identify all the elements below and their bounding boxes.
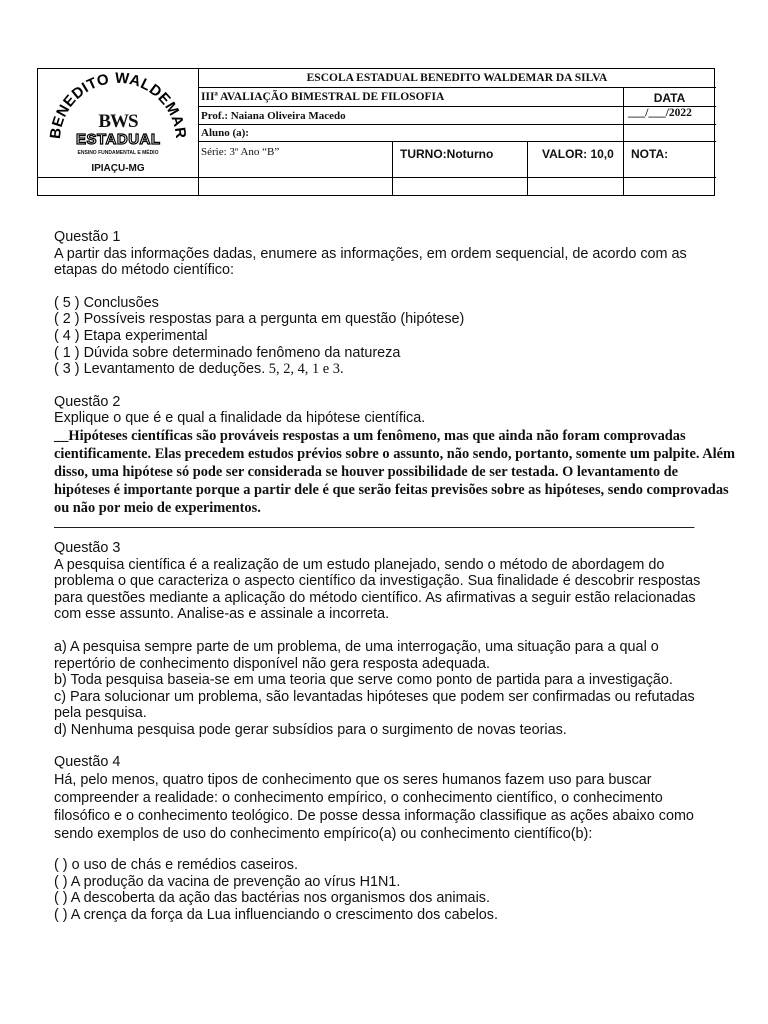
q3-option-a: a) A pesquisa sempre parte de um problema, de uma interrogação, uma situação para a qual o repertório de conhecimento disponível não gera resposta adequada. (54, 638, 659, 672)
q4-item-1: ( ) o uso de chás e remédios caseiros. (54, 857, 298, 874)
school-name: ESCOLA ESTADUAL BENEDITO WALDEMAR DA SILVA (306, 72, 608, 84)
school-logo (38, 69, 198, 177)
logo-estadual: ESTADUAL (76, 131, 161, 148)
teacher-name: Prof.: Naiana Oliveira Macedo (201, 110, 346, 122)
exam-body (54, 229, 734, 923)
q4-item-4: ( ) A crença da força da Lua influenciando o crescimento dos cabelos. (54, 906, 498, 923)
q2-answer-line: ________________________________________________________________________________ (54, 513, 695, 528)
q2-prompt: Explique o que é e qual a finalidade da hipótese científica. (54, 410, 426, 427)
header-table (37, 68, 715, 196)
score-label: NOTA: (631, 147, 669, 161)
exam-value: VALOR: 10,0 (542, 147, 614, 161)
q1-item-1: ( 5 ) Conclusões (54, 294, 159, 311)
q1-item-3: ( 4 ) Etapa experimental (54, 327, 208, 344)
q2-title: Questão 2 (54, 393, 121, 410)
q4-prompt: Há, pelo menos, quatro tipos de conhecimento que os seres humanos fazem uso para buscar compreender a realidade: o conhecimento empírico, o conhecimento científico, o conhecimento filosófico e o conhecimento teológico. De posse dessa informação classifique as ações abaixo como sendo exemplos de uso do conhecimento empírico(a) ou conhecimento científico(b): (54, 772, 694, 843)
student-field: Aluno (a): (201, 127, 249, 139)
q1-answer: 5, 2, 4, 1 e 3. (265, 361, 344, 378)
q3-option-d: d) Nenhuma pesquisa pode gerar subsídios para o surgimento de novas teorias. (54, 721, 567, 738)
q1-item-5: ( 3 ) Levantamento de deduções. (54, 361, 266, 378)
q1-title: Questão 1 (54, 229, 121, 245)
exam-title: IIIª AVALIAÇÃO BIMESTRAL DE FILOSOFIA (201, 91, 445, 103)
q1-item-4: ( 1 ) Dúvida sobre determinado fenômeno da natureza (54, 344, 401, 361)
q4-item-2: ( ) A produção da vacina de prevenção ao vírus H1N1. (54, 873, 401, 890)
logo-city: IPIAÇU-MG (91, 163, 145, 174)
q4-item-3: ( ) A descoberta da ação das bactérias nos organismos dos animais. (54, 890, 490, 907)
logo-subtitle: ENSINO FUNDAMENTAL E MÉDIO (77, 150, 159, 156)
grade-class: Série: 3º Ano “B” (201, 146, 280, 158)
q3-title: Questão 3 (54, 539, 121, 556)
date-value: ___/___/2022 (628, 107, 692, 119)
q1-prompt: A partir das informações dadas, enumere as informações, em ordem sequencial, de acordo com as etapas do método científico: (54, 245, 687, 279)
q3-option-c: c) Para solucionar um problema, são levantadas hipóteses que podem ser confirmadas ou refutadas pela pesquisa. (54, 688, 695, 722)
q3-option-b: b) Toda pesquisa baseia-se em uma teoria que serve como ponto de partida para a investigação. (54, 672, 673, 689)
q4-title: Questão 4 (54, 754, 121, 771)
q1-item-5-line (54, 361, 734, 378)
logo-arc-text: BENEDITO WALDEMAR (46, 69, 190, 140)
q1-item-2: ( 2 ) Possíveis respostas para a pergunta em questão (hipótese) (54, 311, 465, 328)
q3-prompt: A pesquisa científica é a realização de um estudo planejado, sendo o método de abordagem do problema o que caracteriza o aspecto científico da investigação. Sua finalidade é descobrir respostas para questões mediante a aplicação do método científico. As afirmativas a seguir estão relacionadas com esse assunto. Analise-as e assinale a incorreta. (54, 556, 701, 623)
q2-answer: __Hipóteses científicas são prováveis respostas a um fenômeno, mas que ainda não foram comprovadas cientificamente. Elas precedem estudos prévios sobre o assunto, não sendo, portanto, somente um palpite. Além disso, uma hipótese só pode ser considerada se houver possibilidade de ser testada. O levantamento de hipóteses é importante porque a partir dele é que serão feitas previsões sobre as hipóteses, sendo comprovadas ou não por meio de experimentos. (54, 427, 736, 516)
date-label: DATA (653, 91, 686, 105)
shift: TURNO:Noturno (400, 147, 494, 161)
logo-bws: BWS (98, 111, 138, 132)
